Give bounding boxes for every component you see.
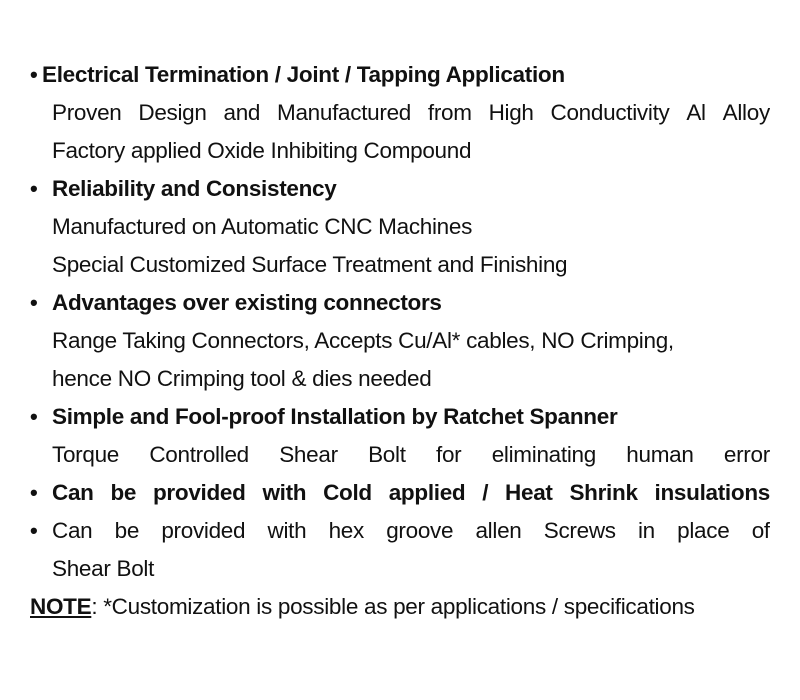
word: Can [52, 480, 94, 505]
bullet-2: • [30, 176, 38, 201]
body-line-surface-treatment: Special Customized Surface Treatment and Finishing [52, 252, 568, 277]
body-line-torque-controlled [52, 440, 770, 470]
word: with [262, 480, 307, 505]
bullet-6: • [30, 518, 38, 543]
word: allen [475, 518, 522, 543]
body-line-proven-design [52, 98, 770, 128]
word: for [436, 442, 462, 467]
word: Can [52, 518, 93, 543]
word: hex [328, 518, 364, 543]
word: of [751, 518, 770, 543]
word: human [626, 442, 694, 467]
word: Cold [323, 480, 372, 505]
heading-hex-groove [52, 516, 770, 546]
word: in [637, 518, 655, 543]
word: Controlled [149, 442, 249, 467]
word: Torque [52, 442, 119, 467]
heading-reliability: Reliability and Consistency [52, 176, 337, 201]
word: groove [386, 518, 454, 543]
word: Screws [543, 518, 616, 543]
word: Shrink [569, 480, 638, 505]
word: and [223, 100, 261, 125]
bullet-3: • [30, 290, 38, 315]
word: from [427, 100, 472, 125]
heading-installation: Simple and Fool-proof Installation by Ratchet Spanner [52, 404, 618, 429]
heading-advantages: Advantages over existing connectors [52, 290, 442, 315]
word: Design [138, 100, 207, 125]
word: Heat [505, 480, 553, 505]
body-line-no-crimping-tool: hence NO Crimping tool & dies needed [52, 366, 432, 391]
body-line-oxide-inhibiting: Factory applied Oxide Inhibiting Compound [52, 138, 472, 163]
note-line [30, 592, 695, 622]
word: eliminating [491, 442, 596, 467]
word: provided [161, 518, 246, 543]
word: High [488, 100, 534, 125]
word: provided [152, 480, 246, 505]
word: Bolt [368, 442, 406, 467]
word: applied [388, 480, 466, 505]
word: place [677, 518, 730, 543]
note-label: NOTE [30, 594, 92, 619]
heading-electrical-termination: Electrical Termination / Joint / Tapping Application [42, 62, 565, 87]
word: Al [686, 100, 706, 125]
word: insulations [654, 480, 770, 505]
word: with [267, 518, 307, 543]
note-text: : *Customization is possible as per applications / specifications [91, 594, 695, 619]
body-line-cnc-machines: Manufactured on Automatic CNC Machines [52, 214, 473, 239]
bullet-1: • [30, 62, 38, 87]
word: Proven [52, 100, 122, 125]
word: be [110, 480, 137, 505]
word: / [482, 480, 489, 505]
body-line-range-taking: Range Taking Connectors, Accepts Cu/Al* cables, NO Crimping, [52, 328, 674, 353]
word: Conductivity [550, 100, 670, 125]
bullet-4: • [30, 404, 38, 429]
word: Alloy [722, 100, 770, 125]
bullet-5: • [30, 480, 38, 505]
body-line-shear-bolt: Shear Bolt [52, 556, 155, 581]
word: be [114, 518, 140, 543]
word: Shear [279, 442, 338, 467]
heading-cold-applied [52, 478, 770, 508]
word: Manufactured [277, 100, 411, 125]
word: error [723, 442, 770, 467]
